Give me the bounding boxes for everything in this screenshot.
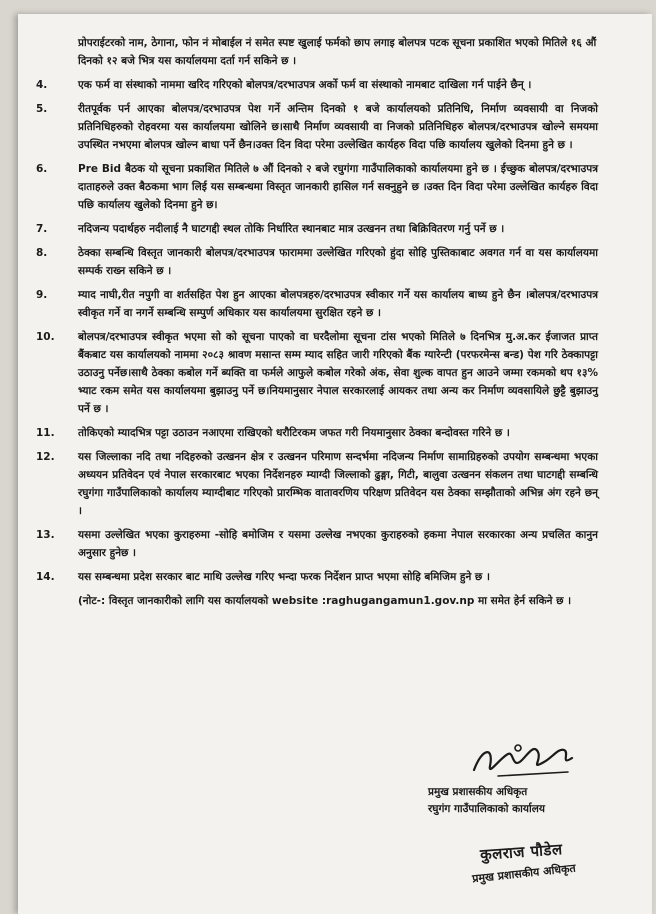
- clause-number: 5.: [36, 103, 48, 115]
- clause-item: [36, 448, 598, 520]
- clause-text: ठेक्का सम्बन्धि विस्तृत जानकारी बोलपत्र/दरभाउपत्र फाराममा उल्लेखित गरिएको हुंदा सोहि पुस्तिकाबाट अवगत गर्न वा यस कार्यालयमा सम्पर्क राख्न सकिने छ ।: [78, 247, 598, 277]
- clause-number: 11.: [36, 427, 55, 439]
- notice-body: [36, 34, 598, 610]
- document-page: [18, 14, 652, 914]
- signature-block: [428, 736, 628, 818]
- signatory-designation: प्रमुख प्रशासकीय अधिकृत: [428, 786, 528, 798]
- clause-number: 9.: [36, 289, 48, 301]
- clause-item: [36, 160, 598, 214]
- clause-text: यस सम्बन्धमा प्रदेश सरकार बाट माथि उल्लेख गरिए भन्दा फरक निर्देशन प्राप्त भएमा सोहि बमिजिम हुने छ ।: [78, 571, 490, 583]
- stamp-officer-title: प्रमुख प्रशासकीय अधिकृत: [471, 861, 577, 886]
- lead-paragraph: प्रोपराईटरको नाम, ठेगाना, फोन नं मोबाईल नं समेत स्पष्ट खुलाई फर्मको छाप लगाइ बोलपत्र पटक सूचना प्रकाशित भएको मितिले १६ औं दिनको १२ बजे भित्र यस कार्यालयमा दर्ता गर्न सकिने छ ।: [78, 37, 597, 67]
- clause-text: नदिजन्य पदार्थहरु नदीलाई नै घाटगद्दी स्थल तोकि निर्धारित स्थानबाट मात्र उत्खनन तथा बिक्रिवितरण गर्नु पर्ने छ ।: [78, 223, 505, 235]
- clause-text: यस जिल्लाका नदि तथा नदिहरुको उत्खनन क्षेत्र र उत्खनन परिमाण सन्दर्भमा नदिजन्य निर्माण सामाग्रिहरुको उपयोग सम्बन्धमा भएका अध्ययन प्रतिवेदन एवं नेपाल सरकारबाट भएका निर्देशनहरु म्याग्दी जिल्लाको ढुङ्गा, गिटी, बालुवा उत्खनन संकलन तथा घाटगद्दी सम्बन्धि रघुगंगा गाउँपालिकाको कार्यालय म्याग्दीबाट गरिएको प्रारम्भिक वातावरणिय परिक्षण प्रतिवेदन यस ठेक्का सम्झौताको अभिन्न अंग रहने छन् ।: [78, 451, 598, 517]
- clause-item: [36, 568, 598, 586]
- clause-number: 6.: [36, 163, 48, 175]
- clause-text: Pre Bid बैठक यो सूचना प्रकाशित मितिले ७ औं दिनको २ बजे रघुगंगा गाउँपालिकाको कार्यालयमा हुने छ । ईच्छुक बोलपत्र/दरभाउपत्र दाताहरुले उक्त बैठकमा भाग लिई यस सम्बन्धमा विस्तृत जानकारी हासिल गर्न सक्नुहुने छ ।उक्त दिन विदा परेमा उल्लेखित कार्यहरु विदा पछि कार्यालय खुलेको दिनमा हुने छ।: [78, 163, 598, 211]
- clause-number: 14.: [36, 571, 55, 583]
- clause-number: 10.: [36, 331, 55, 343]
- note-paragraph: (नोट-: विस्तृत जानकारीको लागि यस कार्यालयको website :raghugangamun1.gov.np मा समेत हेर्न सकिने छ ।: [78, 595, 572, 607]
- clause-item: [36, 220, 598, 238]
- clause-number: 7.: [36, 223, 48, 235]
- clause-text: रीतपूर्वक पर्न आएका बोलपत्र/दरभाउपत्र पेश गर्ने अन्तिम दिनको १ बजे कार्यालयको प्रतिनिधि, निर्माण व्यवसायी वा निजको प्रतिनिधिहरुको रोहवरमा यस कार्यालयमा खोलिने छ।साथै निर्माण व्यवसायी वा निजको प्रतिनिधिहरु बोलपत्र/दरभाउपत्र खोल्ने समयमा उपस्थित नभएमा बोलपत्र खोल्न बाधा पर्ने छैन।उक्त दिन विदा परेमा उल्लेखित कार्यहरु विदा पछि कार्यालय खुलेको दिनमा हुने छ ।: [78, 103, 598, 151]
- stamp-officer-name: कुलराज पौडेल: [479, 840, 564, 864]
- clause-item: [36, 328, 598, 418]
- clause-text: एक फर्म वा संस्थाको नाममा खरिद गरिएको बोलपत्र/दरभाउपत्र अर्को फर्म वा संस्थाको नामबाट दाखिला गर्न पाईने छैन् ।: [78, 79, 532, 91]
- clause-number: 13.: [36, 529, 55, 541]
- clause-item: [36, 76, 598, 94]
- clause-text: बोलपत्र/दरभाउपत्र स्वीकृत भएमा सो को सूचना पाएको वा घरदैलोमा सूचना टांस भएको मितिले ७ दिनभित्र मु.अ.कर ईजाजत प्राप्त बैंकबाट यस कार्यालयको नाममा २०८३ श्रावण मसान्त सम्म म्याद सहित जारी गरिएको बैंक ग्यारेन्टी (परफरमेन्स बन्ड) पेश गरि ठेक्कापट्टा उठाउनु पर्नेछ।साथै ठेक्का कबोल गर्ने ब्यक्ति वा फर्मले आफुले कबोल गरेको अंक, सेवा शुल्क वापत हुन आउने जम्मा रकमको थप १३% भ्याट रकम समेत यस कार्यालयमा बुझाउनु पर्ने छ।नियमानुसार नेपाल सरकारलाई आयकर तथा अन्य कर निर्माण व्यवसायिले छुट्टै बुझाउनु पर्ने छ ।: [78, 331, 598, 415]
- clause-number: 8.: [36, 247, 48, 259]
- clause-item: [36, 526, 598, 562]
- clause-number: 12.: [36, 451, 55, 463]
- clause-number: 4.: [36, 79, 48, 91]
- clause-item: [36, 424, 598, 442]
- clause-item: [36, 286, 598, 322]
- clause-text: यसमा उल्लेखित भएका कुराहरुमा -सोहि बमोजिम र यसमा उल्लेख नभएका कुराहरुको हकमा नेपाल सरकारका अन्य प्रचलित कानुन अनुसार हुनेछ ।: [78, 529, 598, 559]
- signatory-office: रघुगंग गाउँपालिकाको कार्यालय: [428, 803, 545, 815]
- handwritten-signature: [468, 736, 578, 784]
- clause-text: तोकिएको म्यादभित्र पट्टा उठाउन नआएमा राखिएको धरौटिरकम जफत गरी नियमानुसार ठेक्का बन्दोवस्त गरिने छ ।: [78, 427, 510, 439]
- clause-item: [36, 244, 598, 280]
- clause-text: म्याद नाघी,रीत नपुगी वा शर्तसहित पेश हुन आएका बोलपत्रहरु/दरभाउपत्र स्वीकार गर्ने यस कार्यालय बाध्य हुने छैन ।बोलपत्र/दरभाउपत्र स्वीकृत गर्ने वा नगर्ने सम्बन्धि सम्पुर्ण अधिकार यस कार्यालयमा सुरक्षित रहने छ ।: [78, 289, 598, 319]
- clause-item: [36, 100, 598, 154]
